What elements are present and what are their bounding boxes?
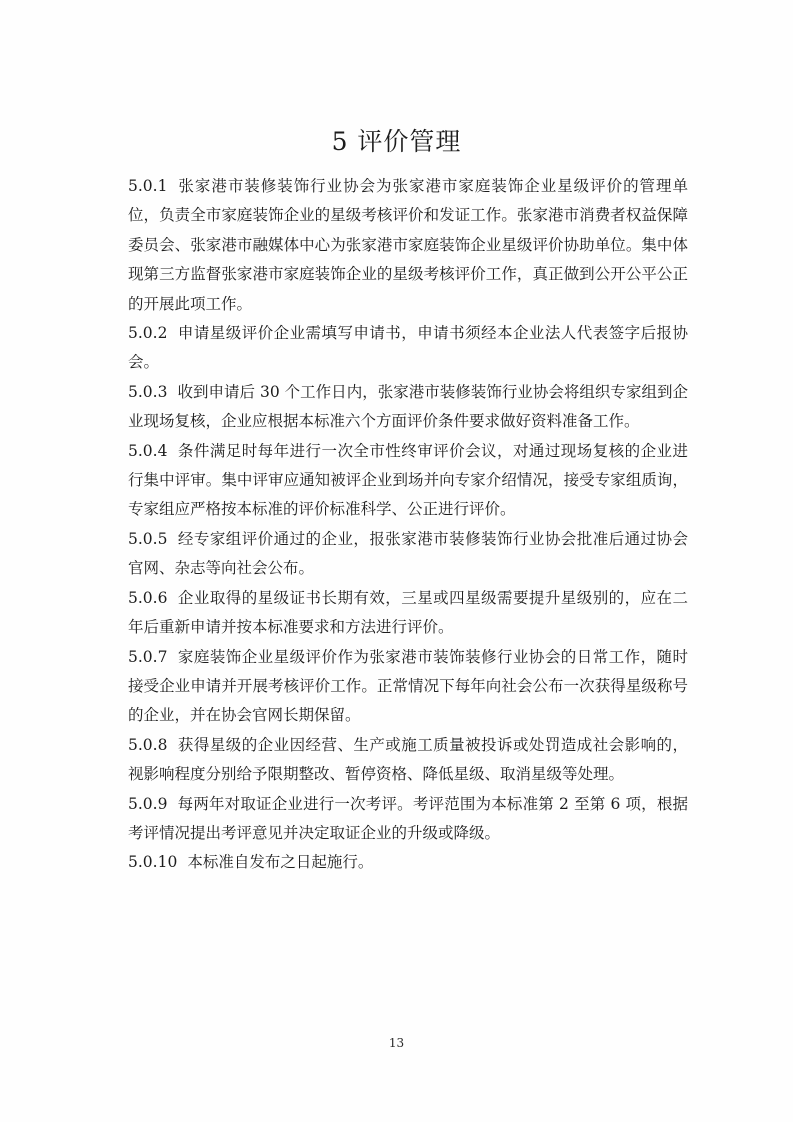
clause-text: 家庭装饰企业星级评价作为张家港市装饰装修行业协会的日常工作，随时接受企业申请并开展考核评价工作。正常情况下每年向社会公布一次获得星级称号的企业，并在协会官网长期保留。 [128, 647, 688, 725]
clause-text: 经专家组评价通过的企业，报张家港市装修装饰行业协会批准后通过协会官网、杂志等向社会公布。 [128, 529, 688, 578]
clause-5-0-5 [128, 525, 688, 584]
clause-number: 5.0.6 [128, 588, 168, 607]
clause-number: 5.0.1 [128, 177, 168, 195]
clause-5-0-10 [128, 848, 688, 877]
clause-number: 5.0.4 [128, 441, 168, 460]
clause-text: 收到申请后 30 个工作日内，张家港市装修装饰行业协会将组织专家组到企业现场复核，企业应根据本标准六个方面评价条件要求做好资料准备工作。 [128, 382, 688, 431]
clause-number: 5.0.3 [128, 382, 168, 401]
clause-text: 条件满足时每年进行一次全市性终审评价会议，对通过现场复核的企业进行集中评审。集中评审应通知被评企业到场并向专家介绍情况，接受专家组质询，专家组应严格按本标准的评价标准科学、公正进行评价。 [128, 441, 688, 519]
clause-text: 获得星级的企业因经营、生产或施工质量被投诉或处罚造成社会影响的，视影响程度分别给予限期整改、暂停资格、降低星级、取消星级等处理。 [128, 735, 688, 784]
clause-text: 企业取得的星级证书长期有效，三星或四星级需要提升星级别的，应在二年后重新申请并按本标准要求和方法进行评价。 [128, 588, 688, 637]
clause-5-0-1 [128, 172, 688, 319]
clause-number: 5.0.2 [128, 324, 168, 343]
clause-number: 5.0.9 [128, 794, 168, 813]
clause-text: 申请星级评价企业需填写申请书，申请书须经本企业法人代表签字后报协会。 [128, 324, 688, 372]
clause-text: 本标准自发布之日起施行。 [187, 853, 374, 872]
section-body [128, 172, 688, 878]
clause-5-0-3 [128, 378, 688, 437]
clause-5-0-7 [128, 643, 688, 731]
clause-number: 5.0.7 [128, 647, 168, 666]
page-number: 13 [388, 1036, 405, 1050]
clause-number: 5.0.8 [128, 735, 168, 754]
clause-text: 每两年对取证企业进行一次考评。考评范围为本标准第 2 至第 6 项，根据考评情况提出考评意见并决定取证企业的升级或降级。 [128, 794, 688, 842]
clause-number: 5.0.10 [128, 853, 178, 872]
clause-5-0-8 [128, 731, 688, 790]
clause-5-0-6 [128, 584, 688, 643]
clause-text: 张家港市装修装饰行业协会为张家港市家庭装饰企业星级评价的管理单位，负责全市家庭装饰企业的星级考核评价和发证工作。张家港市消费者权益保障委员会、张家港市融媒体中心为张家港市家庭装饰企业星级评价协助单位。集中体现第三方监督张家港市家庭装饰企业的星级考核评价工作，真正做到公开公平公正的开展此项工作。 [128, 177, 688, 313]
section-title: 5 评价管理 [331, 127, 462, 156]
clause-5-0-4 [128, 437, 688, 525]
clause-number: 5.0.5 [128, 529, 168, 548]
clause-5-0-9 [128, 790, 688, 849]
clause-5-0-2 [128, 319, 688, 378]
